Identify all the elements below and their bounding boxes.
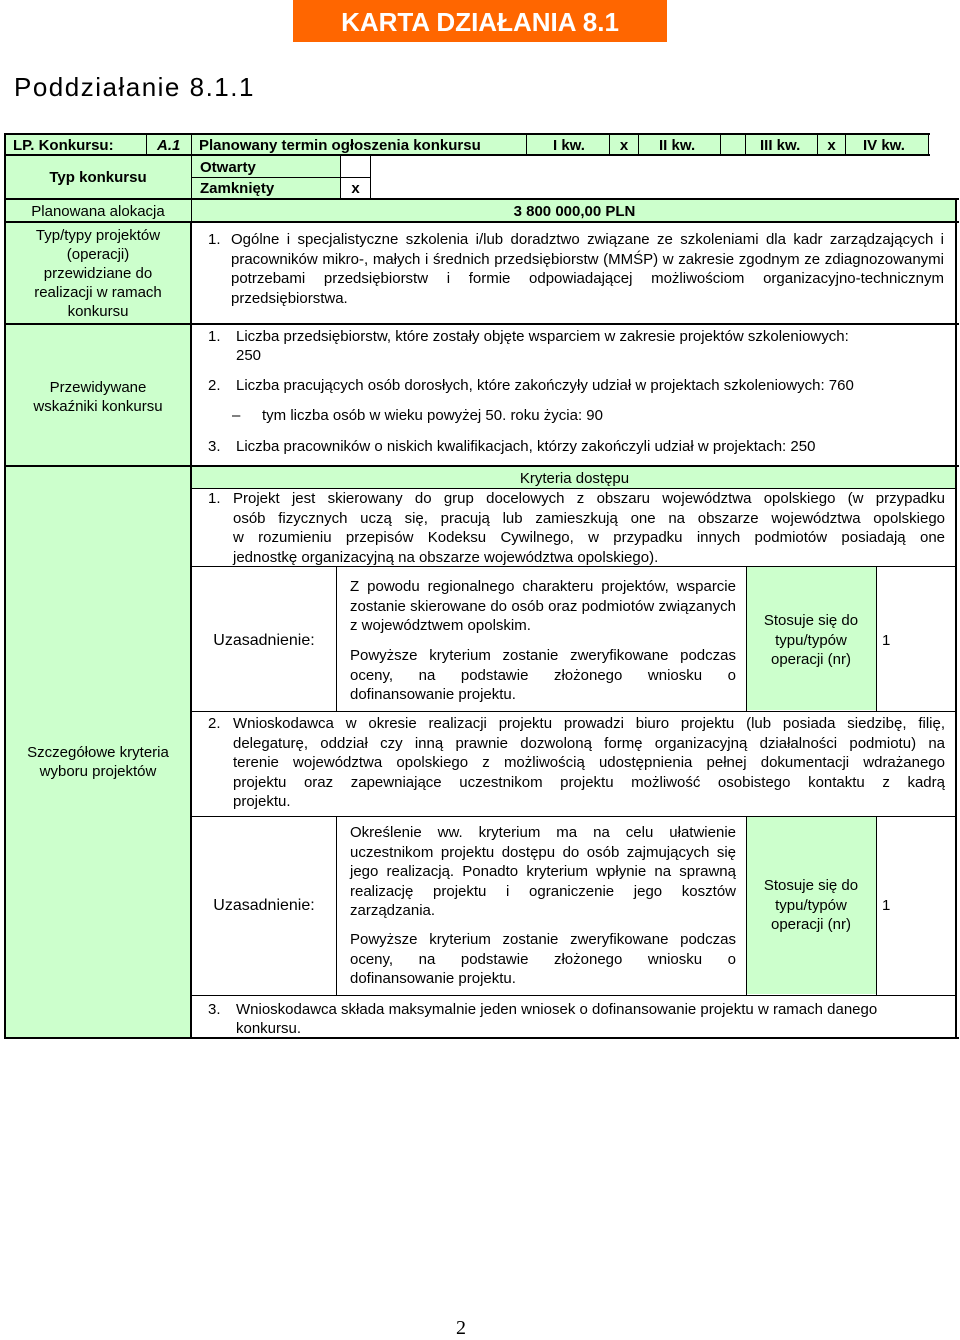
grid-line	[336, 816, 337, 996]
grid-line	[191, 711, 956, 712]
typy-projektow-number: 1.	[208, 231, 221, 248]
grid-line	[876, 816, 877, 996]
subaction-title: Poddziałanie 8.1.1	[14, 72, 255, 102]
grid-line	[4, 1037, 959, 1039]
grid-line	[876, 566, 877, 712]
lp-value: A.1	[157, 137, 181, 154]
typ-option-zamkniety: Zamknięty	[200, 180, 275, 197]
alokacja-value: 3 800 000,00 PLN	[513, 203, 636, 220]
kryteria-heading: Kryteria dostępu	[519, 470, 630, 487]
termin-label: Planowany termin ogłoszenia konkursu	[199, 137, 481, 154]
kryterium-2-text: Wnioskodawca w okresie realizacji projektu prowadzi biuro projektu (lub posiada siedzibę, filię, delegaturę, oddział czy inną prawnie dozwoloną formę organizacyjną działalności podmiotu) na terenie województwa opolskiego z możliwością udostępnienia pełnej dokumentacji wdrażanego projektu oraz zapewniające uczestnikom projektu możliwość osobistego kontaktu z kadrą projektu.	[233, 715, 945, 810]
grid-line	[4, 133, 930, 135]
typ-option-zamkniety-mark: x	[351, 180, 360, 197]
stosuje-2-label: Stosuje się do typu/typów operacji (nr)	[763, 877, 859, 933]
wskazniki-label: Przewidywane wskaźniki konkursu	[33, 379, 163, 415]
grid-line	[4, 323, 959, 325]
wskaznik-text: Liczba pracowników o niskich kwalifikacjach, którzy zakończyli udział w projektach: 250	[236, 438, 816, 455]
uzasadnienie-1-p2: Powyższe kryterium zostanie zweryfikowane podczas oceny, na podstawie złożonego wniosku o dofinansowanie projektu.	[350, 647, 736, 703]
quarter-3-mark: x	[827, 137, 836, 154]
grid-line	[845, 134, 846, 155]
typy-projektow-label: Typ/typy projektów (operacji) przewidziane do realizacji w ramach konkursu	[34, 227, 162, 320]
wskaznik-dash: –	[232, 407, 241, 424]
grid-line	[4, 221, 959, 223]
quarter-4: IV kw.	[863, 137, 905, 154]
grid-line	[336, 566, 337, 712]
wskaznik-text: Liczba pracujących osób dorosłych, które zakończyły udział w projektach szkoleniowych: 760	[236, 377, 854, 394]
grid-line	[146, 134, 147, 155]
kryteria-label: Szczegółowe kryteria wyboru projektów	[27, 744, 169, 780]
quarter-3: III kw.	[760, 137, 801, 154]
stosuje-1-value: 1	[882, 632, 891, 649]
typy-projektow-text: Ogólne i specjalistyczne szkolenia i/lub doradztwo związane ze szkoleniami dla kadr zarządzających i pracowników mikro-, małych i średnich przedsiębiorstw (MMŚP) w zakresie zgodnym ze zdiagnozowanymi potrzebami przedsiębiorstw i formie odpowiadającej możliwościom organizacyjno-technicznym przedsiębiorstwa.	[231, 231, 944, 307]
grid-line	[526, 134, 527, 155]
grid-line	[4, 198, 959, 200]
uzasadnienie-2-p2: Powyższe kryterium zostanie zweryfikowane podczas oceny, na podstawie złożonego wniosku o dofinansowanie projektu.	[350, 931, 736, 987]
quarter-1: I kw.	[553, 137, 585, 154]
uzasadnienie-1-p1: Z powodu regionalnego charakteru projektów, wsparcie zostanie skierowane do osób oraz podmiotów związanych z województwem opolskim.	[350, 578, 736, 634]
left-column-bg	[5, 222, 191, 1038]
kryterium-1-number: 1.	[208, 490, 221, 507]
card-title: KARTA DZIAŁANIA 8.1	[293, 0, 667, 42]
wskaznik-text: tym liczba osób w wieku powyżej 50. roku życia: 90	[262, 407, 603, 424]
grid-line	[638, 134, 639, 155]
lp-label: LP. Konkursu:	[13, 137, 114, 154]
grid-line	[745, 134, 746, 155]
grid-line	[928, 134, 929, 155]
grid-line	[190, 221, 192, 1039]
uzasadnienie-1-label: Uzasadnienie:	[213, 632, 315, 649]
kryterium-3-text: Wnioskodawca składa maksymalnie jeden wniosek o dofinansowanie projektu w ramach danego	[236, 1001, 878, 1018]
grid-line	[4, 465, 959, 467]
grid-line	[191, 816, 956, 817]
wskaznik-value: 250	[236, 347, 262, 364]
alokacja-label: Planowana alokacja	[31, 203, 165, 220]
uzasadnienie-2-p1: Określenie ww. kryterium ma na celu ułatwienie uczestnikom projektu dostępu do osób zajmujących się jego realizacją. Ponadto kryterium wpłynie na sprawną realizację projektu i ograniczenie jego kosztów zarządzania.	[350, 824, 736, 919]
wskaznik-text: Liczba przedsiębiorstw, które zostały objęte wsparciem w zakresie projektów szkoleniowych:	[236, 328, 849, 345]
grid-line	[720, 134, 721, 155]
page-number: 2	[456, 1317, 466, 1339]
wskaznik-number: 3.	[208, 438, 221, 455]
kryterium-1-text: Projekt jest skierowany do grup docelowych z obszaru województwa opolskiego (w przypadku osób fizycznych uczą się, pracują lub zamieszkują one na obszarze województwa opolskiego w rozumieniu przepisów Kodeksu Cywilnego, w przypadku innych podmiotów posiadają one jednostkę organizacyjną na obszarze województwa opolskiego).	[233, 490, 945, 566]
wskaznik-number: 2.	[208, 377, 221, 394]
stosuje-1-label: Stosuje się do typu/typów operacji (nr)	[763, 612, 859, 668]
kryterium-3-text-cont: konkursu.	[236, 1020, 302, 1037]
grid-line	[192, 177, 371, 178]
grid-line	[191, 995, 956, 996]
wskaznik-number: 1.	[208, 328, 221, 345]
kryterium-3-number: 3.	[208, 1001, 221, 1018]
typ-option-otwarty: Otwarty	[200, 159, 256, 176]
quarter-2: II kw.	[659, 137, 696, 154]
kryterium-2-number: 2.	[208, 715, 221, 732]
typ-label: Typ konkursu	[49, 169, 147, 186]
uzasadnienie-2-label: Uzasadnienie:	[213, 897, 315, 914]
stosuje-2-value: 1	[882, 897, 891, 914]
quarter-1-mark: x	[619, 137, 629, 154]
